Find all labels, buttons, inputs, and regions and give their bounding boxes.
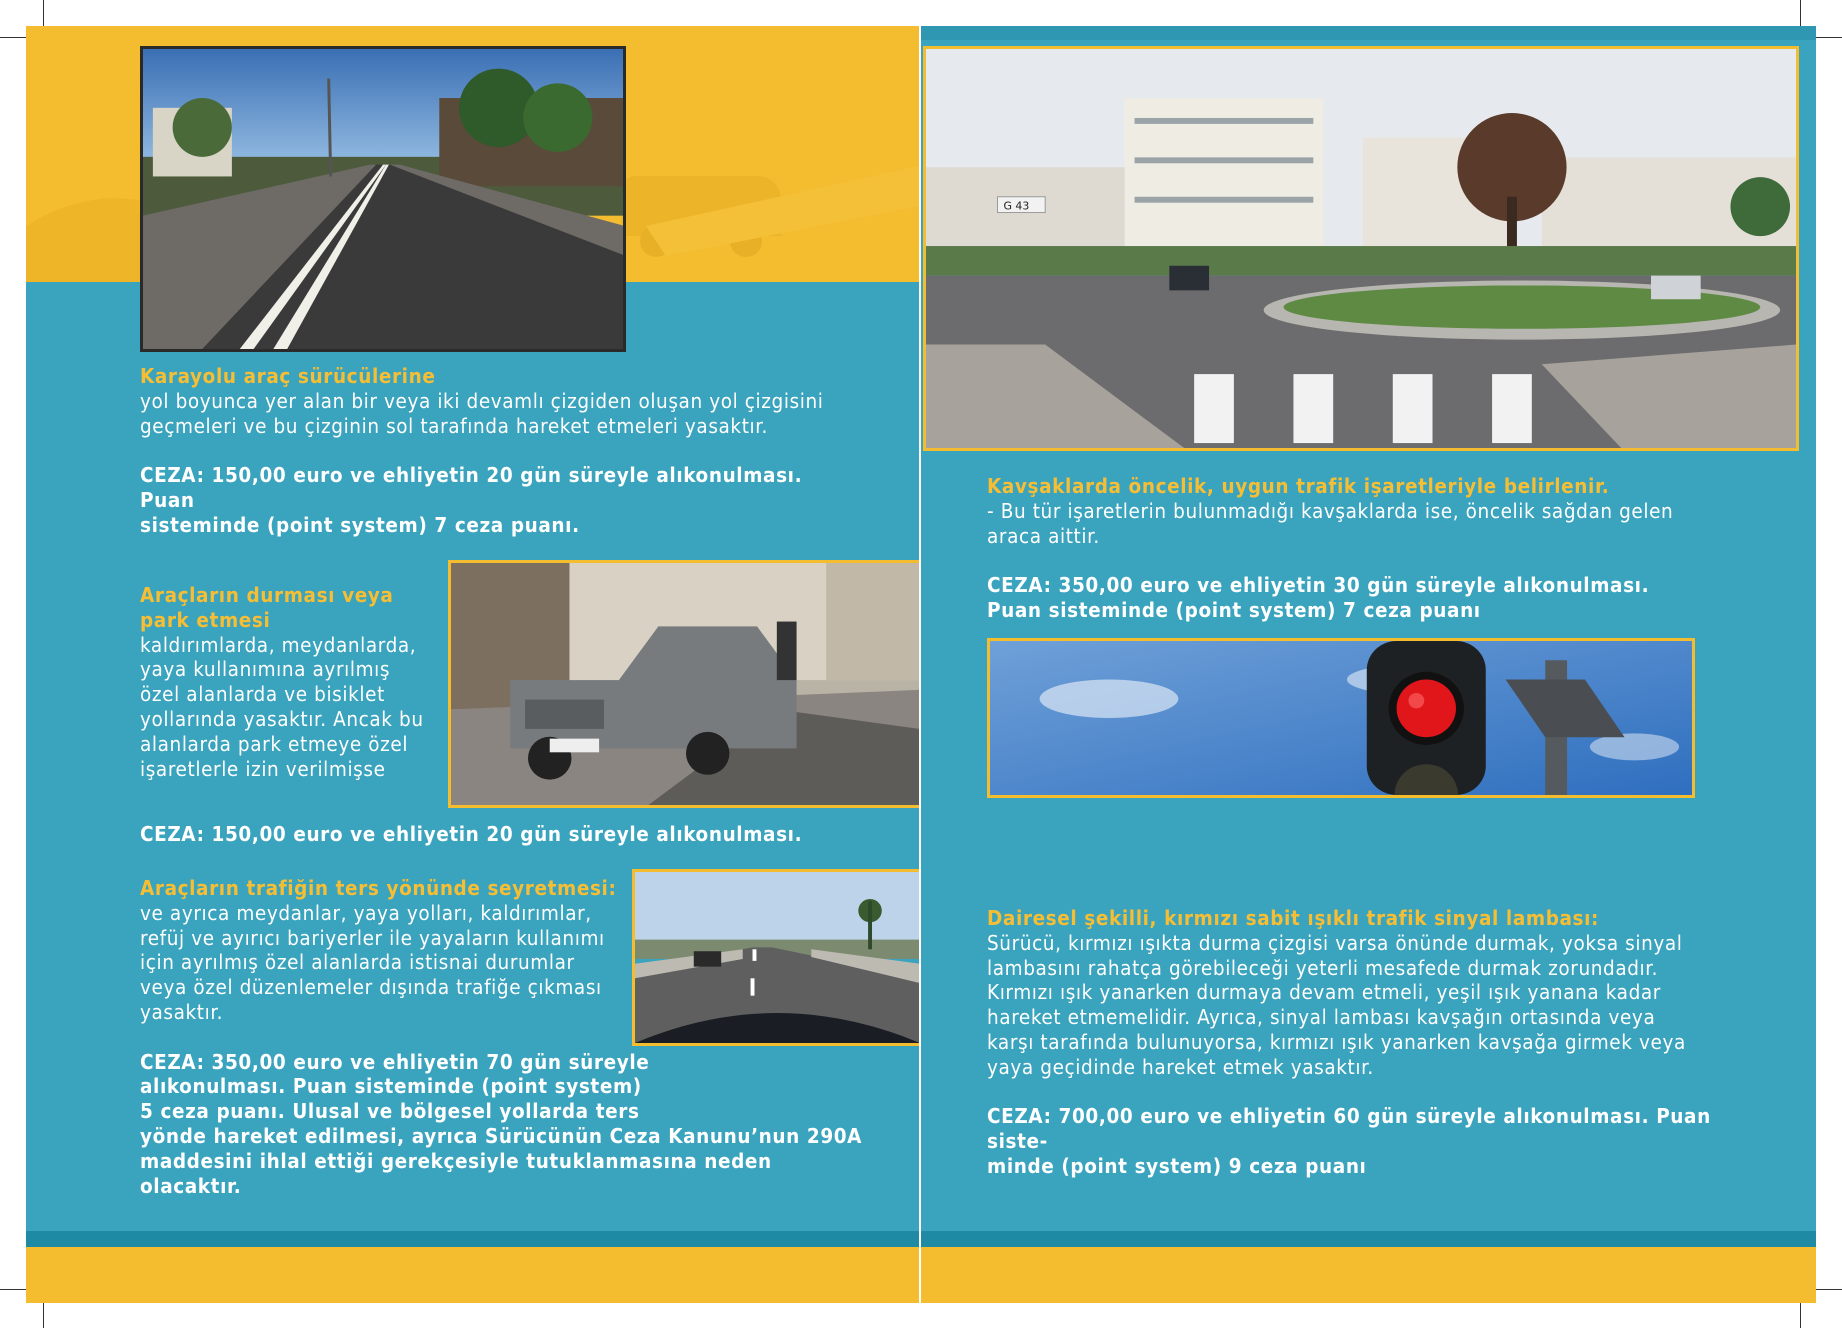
section-red-light (987, 906, 1777, 1179)
body-line: kaldırımlarda, meydanlarda, (140, 632, 417, 657)
section-heading: Dairesel şekilli, kırmızı sabit ışıklı trafik sinyal lambası: (987, 906, 1600, 930)
intersection-roundabout-photo (923, 46, 1799, 451)
body-line: karşı tarafında bulunuyorsa, kırmızı ışık yanarken kavşağa girmek veya (987, 1029, 1686, 1054)
road-double-line-photo (140, 46, 626, 352)
yellow-footer-band (26, 1247, 919, 1303)
body-line: yaya geçidinde hareket etmek yasaktır. (987, 1054, 1374, 1079)
body-line: araca aittir. (987, 523, 1100, 548)
section-wrong-way (140, 876, 880, 1198)
body-line: refüj ve ayırıcı bariyerler ile yayaların kullanımı (140, 925, 605, 950)
penalty-line: minde (point system) 9 ceza puanı (987, 1153, 1367, 1178)
penalty-line: alıkonulması. Puan sisteminde (point system) (140, 1074, 642, 1099)
body-line: Kırmızı ışık yanarken durmaya devam etmeli, yeşil ışık yanana kadar (987, 980, 1661, 1005)
body-line: - Bu tür işaretlerin bulunmadığı kavşaklarda ise, öncelik sağdan gelen (987, 498, 1674, 523)
section-heading: Araçların trafiğin ters yönünde seyretmesi: (140, 876, 617, 900)
section-heading: park etmesi (140, 607, 271, 632)
penalty-line: CEZA: 150,00 euro ve ehliyetin 20 gün süreyle alıkonulması. (140, 822, 803, 846)
penalty-line: maddesini ihlal ettiği gerekçesiyle tutuklanmasına neden olacaktır. (140, 1148, 772, 1198)
crop-mark (0, 37, 28, 38)
body-line: veya özel düzenlemeler dışında trafiğe çıkması (140, 975, 602, 1000)
crop-mark (43, 0, 44, 28)
penalty-line: CEZA: 350,00 euro ve ehliyetin 70 gün süreyle (140, 1049, 650, 1074)
section-parking-penalty (140, 822, 860, 847)
body-line: işaretlerle izin verilmişse (140, 756, 386, 781)
body-line: ve ayrıca meydanlar, yaya yolları, kaldırımlar, (140, 900, 592, 925)
left-page (26, 26, 919, 1303)
section-solid-line (140, 364, 860, 538)
penalty-line: sisteminde (point system) 7 ceza puanı. (140, 512, 580, 537)
body-line: için ayrılmış özel alanlarda istisnai durumlar (140, 950, 575, 975)
crop-mark (1814, 1289, 1842, 1290)
sign-label: G 43 (1003, 199, 1030, 213)
body-line: yollarında yasaktır. Ancak bu (140, 706, 424, 731)
body-line: yasaktır. (140, 999, 224, 1024)
crop-mark (43, 1300, 44, 1328)
section-heading: Kavşaklarda öncelik, uygun trafik işaretleriyle belirlenir. (987, 474, 1610, 498)
right-page (921, 26, 1816, 1303)
section-heading: Karayolu araç sürücülerine (140, 364, 436, 388)
penalty-line: Puan sisteminde (point system) 7 ceza puanı (987, 597, 1481, 622)
teal-header-line (921, 26, 1816, 40)
yellow-footer-band (921, 1247, 1816, 1303)
penalty-line: CEZA: 150,00 euro ve ehliyetin 20 gün süreyle alıkonulması. Puan (140, 463, 803, 512)
penalty-line: yönde hareket edilmesi, ayrıca Sürücünün Ceza Kanunu’nun 290A (140, 1123, 863, 1148)
body-line: Sürücü, kırmızı ışıkta durma çizgisi varsa önünde durmak, yoksa sinyal (987, 930, 1683, 955)
crop-mark (1800, 0, 1801, 28)
body-line: lambasını rahatça görebileceği yeterli mesafede durmak zorundadır. (987, 955, 1659, 980)
crop-mark (1814, 37, 1842, 38)
body-line: yol boyunca yer alan bir veya iki devamlı çizgiden oluşan yol çizgisini (140, 388, 824, 413)
section-priority (987, 474, 1767, 623)
body-line: alanlarda park etmeye özel (140, 731, 409, 756)
body-line: hareket etmemelidir. Ayrıca, sinyal lambası kavşağın ortasında veya (987, 1005, 1656, 1030)
section-heading: Araçların durması veya (140, 583, 394, 607)
penalty-line: 5 ceza puanı. Ulusal ve bölgesel yollarda ters (140, 1099, 640, 1124)
penalty-line: CEZA: 700,00 euro ve ehliyetin 60 gün süreyle alıkonulması. Puan siste- (987, 1104, 1711, 1154)
crop-mark (1800, 1300, 1801, 1328)
car-parked-sidewalk-photo (448, 560, 919, 808)
penalty-line: CEZA: 350,00 euro ve ehliyetin 30 gün süreyle alıkonulması. (987, 573, 1650, 598)
section-parking (140, 583, 460, 781)
body-line: geçmeleri ve bu çizginin sol tarafında hareket etmeleri yasaktır. (140, 413, 769, 438)
crop-mark (0, 1289, 28, 1290)
body-line: özel alanlarda ve bisiklet (140, 682, 385, 707)
red-traffic-light-photo (987, 638, 1695, 798)
body-line: yaya kullanımına ayrılmış (140, 657, 391, 682)
